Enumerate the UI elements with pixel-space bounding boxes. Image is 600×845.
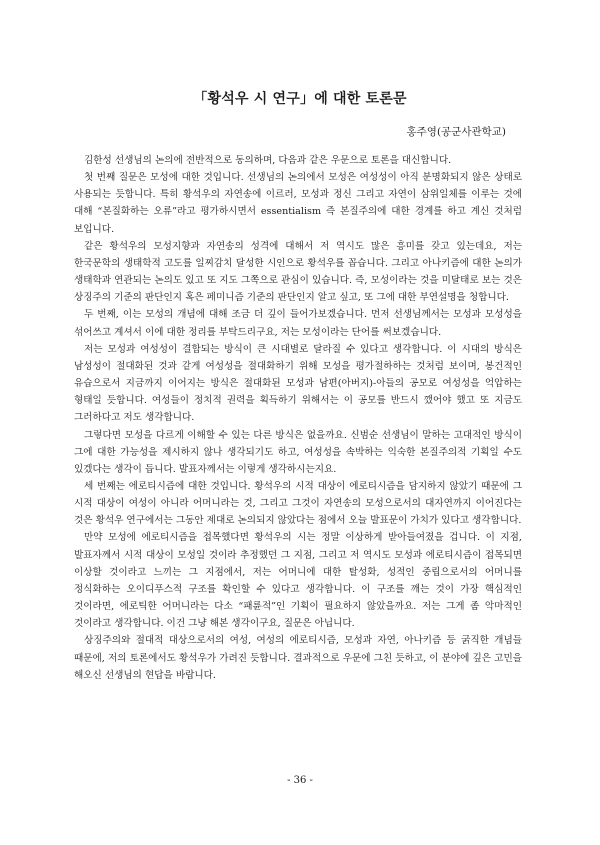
- document-title: 「황석우 시 연구」에 대한 토론문: [193, 91, 407, 107]
- paragraph: 그렇다면 모성을 다르게 이해할 수 있는 다른 방식은 없을까요. 신범순 선생님이 말하는 고대적인 방식이 그에 대한 가능성을 제시하지 않나 생각되기도 하고, 여성성을 속박하는 익숙한 본질주의적 기획일 수도 있겠다는 생각이 듭니다. 발표자께서는 이렇게 생각하시는지요.: [74, 429, 522, 475]
- paragraph: 같은 황석우의 모성지향과 자연송의 성격에 대해서 저 역시도 많은 흥미를 갖고 있는데요, 저는 한국문학의 생태학적 고도를 일찌감치 달성한 시인으로 황석우를 꼽습니다. 그리고 아나키즘에 대한 논의가 생태학과 연관되는 논의도 있고 또 지도 그쪽으로 관심이 있습니다. 즉, 모성이라는 것을 미달태로 보는 것은 상징주의 기준의 판단인지 혹은 페미니즘 기준의 판단인지 알고 싶고, 또 그에 대한 부연설명을 청합니다.: [74, 240, 522, 304]
- document-body: [74, 152, 522, 684]
- paragraph: 상징주의와 절대적 대상으로서의 여성, 여성의 에로티시즘, 모성과 자연, 아나키즘 등 굵직한 개념들 때문에, 저의 토론에서도 황석우가 가려진 듯합니다. 결과적으로 우문에 그친 듯하고, 이 분야에 깊은 고민을 해오신 선생님의 현답을 바랍니다.: [74, 635, 522, 681]
- paragraph: 세 번째는 에로티시즘에 대한 것입니다. 황석우의 시적 대상이 에로티시즘을 담지하지 않았기 때문에 그 시적 대상이 여성이 아니라 어머니라는 것, 그리고 그것이 자연송의 모성으로서의 대자연까지 이어진다는 것은 황석우 연구에서는 그동안 제대로 논의되지 않았다는 점에서 오늘 발표문이 가치가 있다고 생각합니다.: [74, 480, 522, 527]
- paragraph: 두 번째, 이는 모성의 개념에 대해 조금 더 깊이 들어가보겠습니다. 먼저 선생님께서는 모성과 모성성을 섞어쓰고 계셔서 이에 대한 정리를 부탁드리구요, 저는 모성이라는 단어를 써보겠습니다.: [74, 309, 522, 338]
- paragraph: 김한성 선생님의 논의에 전반적으로 동의하며, 다음과 같은 우문으로 토론을 대신합니다.: [84, 155, 452, 166]
- paragraph: 첫 번째 질문은 모성에 대한 것입니다. 선생님의 논의에서 모성은 여성성이 아직 분명화되지 않은 상태로 사용되는 듯합니다. 특히 황석우의 자연송에 이르러, 모성과 정신 그리고 자연이 삼위일체를 이루는 것에 대해 “본질화하는 오류”라고 평가하시면서 essentialism 즉 본질주의에 대한 경계를 하고 계신 것처럼 보입니다.: [74, 172, 522, 235]
- paragraph: 만약 모성에 에로티시즘을 접목했다면 황석우의 시는 정말 이상하게 받아들여졌을 겁니다. 이 지점, 발표자께서 시적 대상이 모성일 것이라 추정했던 그 지점, 그리고 저 역시도 모성과 에로티시즘이 접목되면 이상할 것이라고 느끼는 그 지점에서, 저는 어머니에 대한 탈성화, 성적인 중립으로서의 어머니를 정식화하는 오이디푸스적 구조를 확인할 수 있다고 생각합니다. 이 구조를 깨는 것이 가장 핵심적인 것이라면, 에로틱한 어머니라는 다소 “패륜적”인 기획이 필요하지 않았을까요. 저는 그게 좀 악마적인 것이라고 생각합니다. 이건 그냥 해본 생각이구요, 질문은 아닙니다.: [74, 532, 522, 630]
- paragraph: 저는 모성과 여성성이 결합되는 방식이 큰 시대별로 달라질 수 있다고 생각합니다. 이 시대의 방식은 남성성이 절대화된 것과 같게 여성성을 절대화하기 위해 모성을 평가절하하는 것처럼 보이며, 봉건적인 유습으로서 지금까지 이어지는 방식은 절대화된 모성과 남편(아버지)-아들의 공모로 여성성을 억압하는 형태일 듯합니다. 여성들이 정치적 권력을 획득하기 위해서는 이 공모를 반드시 깼어야 했고 또 지금도 그러하다고 저도 생각합니다.: [74, 343, 522, 424]
- page-number: - 36 -: [287, 775, 313, 786]
- author-affiliation: 홍주영(공군사관학교): [406, 126, 506, 138]
